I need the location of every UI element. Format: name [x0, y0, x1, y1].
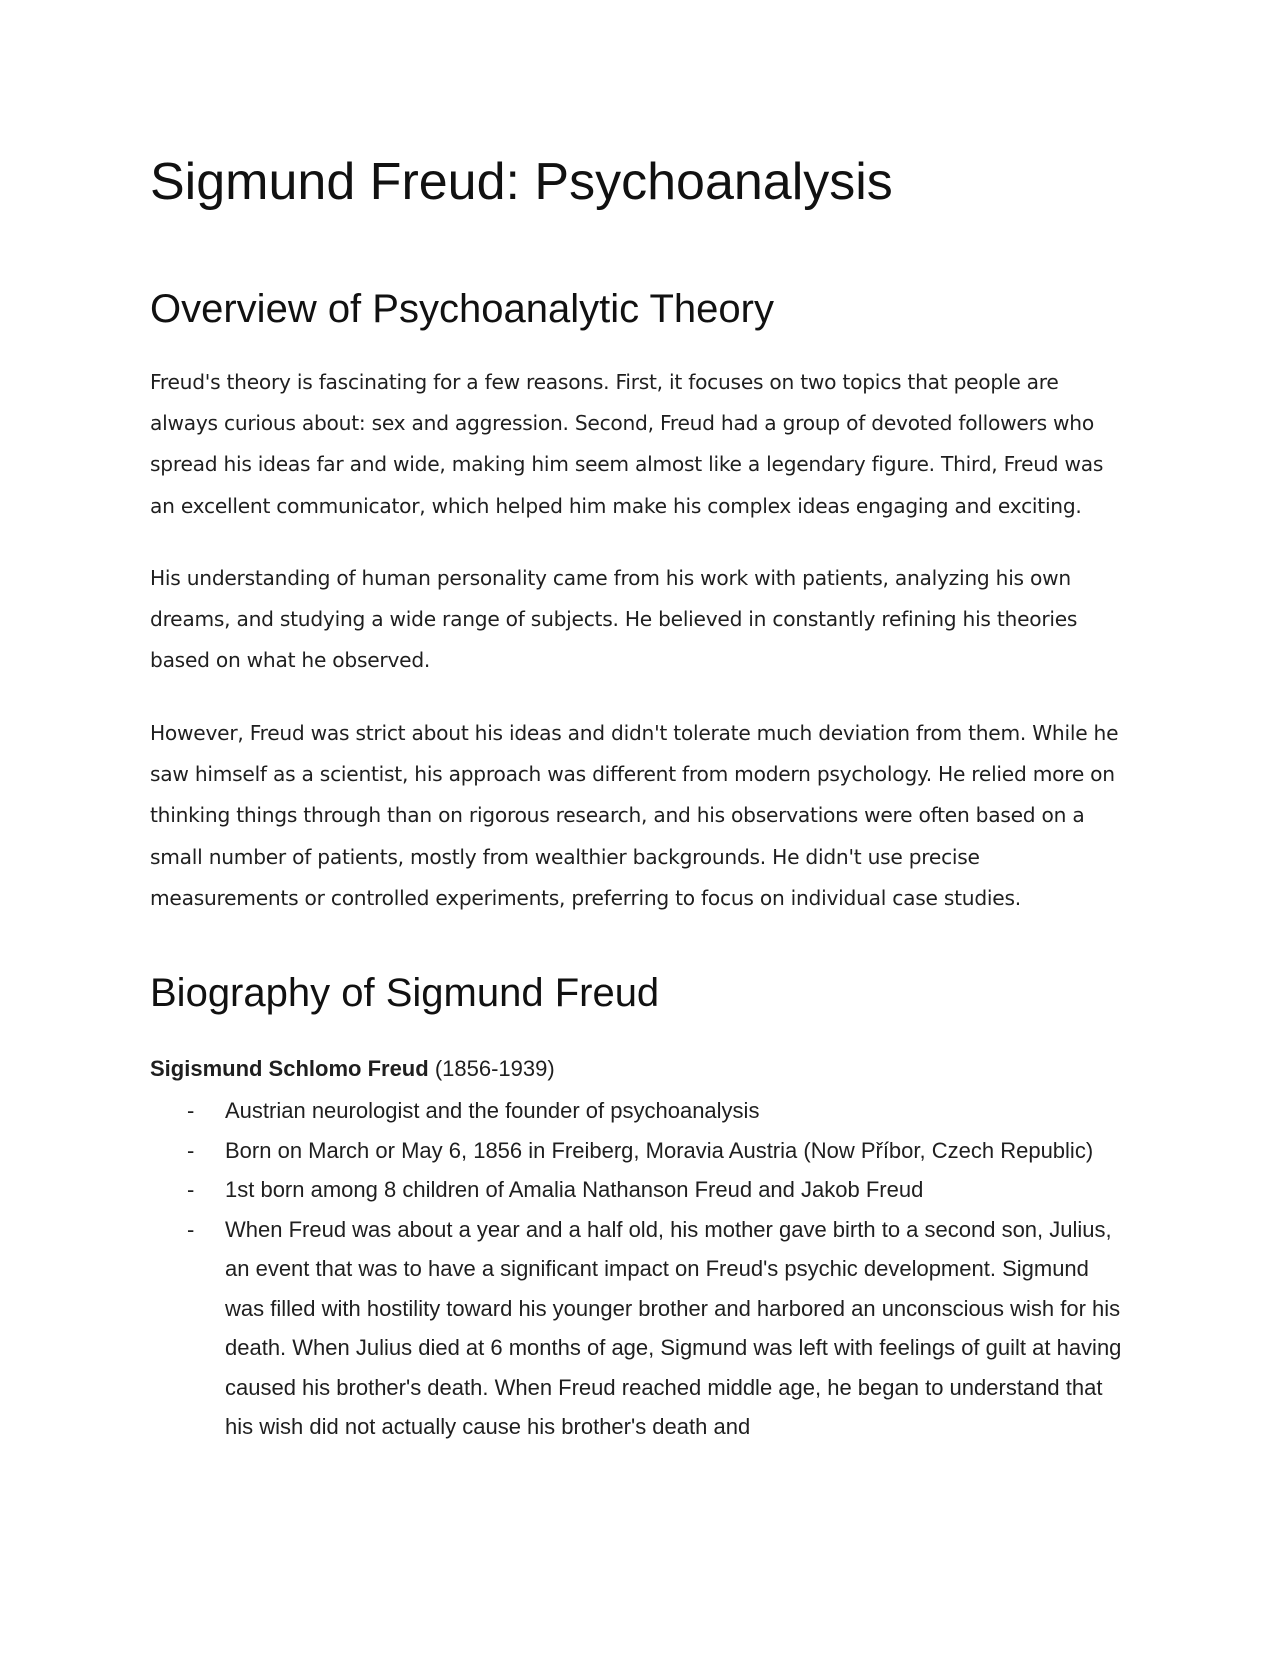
list-item [150, 1170, 1130, 1210]
biography-subject-line [150, 1054, 555, 1084]
subject-name: Sigismund Schlomo Freud [150, 1056, 429, 1081]
list-marker: - [187, 1177, 195, 1202]
list-item [150, 1210, 1130, 1447]
section-heading-overview: Overview of Psychoanalytic Theory [150, 287, 774, 331]
list-marker: - [187, 1137, 195, 1163]
biography-list [150, 1091, 1130, 1447]
overview-paragraph-2: His understanding of human personality came from his work with patients, analyzing his own dreams, and studying a wide range of subjects. He believed in constantly refining his theories based on what he observed. [150, 566, 1078, 673]
list-item-text: Born on March or May 6, 1856 in Freiberg, Moravia Austria (Now Příbor, Czech Republic) [225, 1137, 1094, 1163]
overview-paragraph-3: However, Freud was strict about his ideas and didn't tolerate much deviation from them. While he saw himself as a scientist, his approach was different from modern psychology. He relied more on thinking things through than on rigorous research, and his observations were often based on a small number of patients, mostly from wealthier backgrounds. He didn't use precise measurements or controlled experiments, preferring to focus on individual case studies. [150, 721, 1119, 910]
list-item [150, 1131, 1130, 1171]
document-title: Sigmund Freud: Psychoanalysis [150, 153, 893, 211]
list-marker: - [187, 1098, 195, 1123]
subject-dates: (1856-1939) [434, 1056, 555, 1081]
list-marker: - [187, 1216, 195, 1242]
list-item [150, 1091, 1130, 1131]
section-heading-biography: Biography of Sigmund Freud [150, 971, 660, 1015]
list-item-text: When Freud was about a year and a half old, his mother gave birth to a second son, Julius, an event that was to have a significant impact on Freud's psychic development. Sigmund was filled with hostility toward his younger brother and harbored an unconscious wish for his death. When Julius died at 6 months of age, Sigmund was left with feelings of guilt at having caused his brother's death. When Freud reached middle age, he began to understand that his wish did not actually cause his brother's death and [225, 1216, 1122, 1439]
overview-paragraph-1: Freud's theory is fascinating for a few reasons. First, it focuses on two topics that people are always curious about: sex and aggression. Second, Freud had a group of devoted followers who spread his ideas far and wide, making him seem almost like a legendary figure. Third, Freud was an excellent communicator, which helped him make his complex ideas engaging and exciting. [150, 370, 1104, 518]
list-item-text: Austrian neurologist and the founder of psychoanalysis [225, 1098, 760, 1123]
list-item-text: 1st born among 8 children of Amalia Nathanson Freud and Jakob Freud [225, 1177, 924, 1202]
